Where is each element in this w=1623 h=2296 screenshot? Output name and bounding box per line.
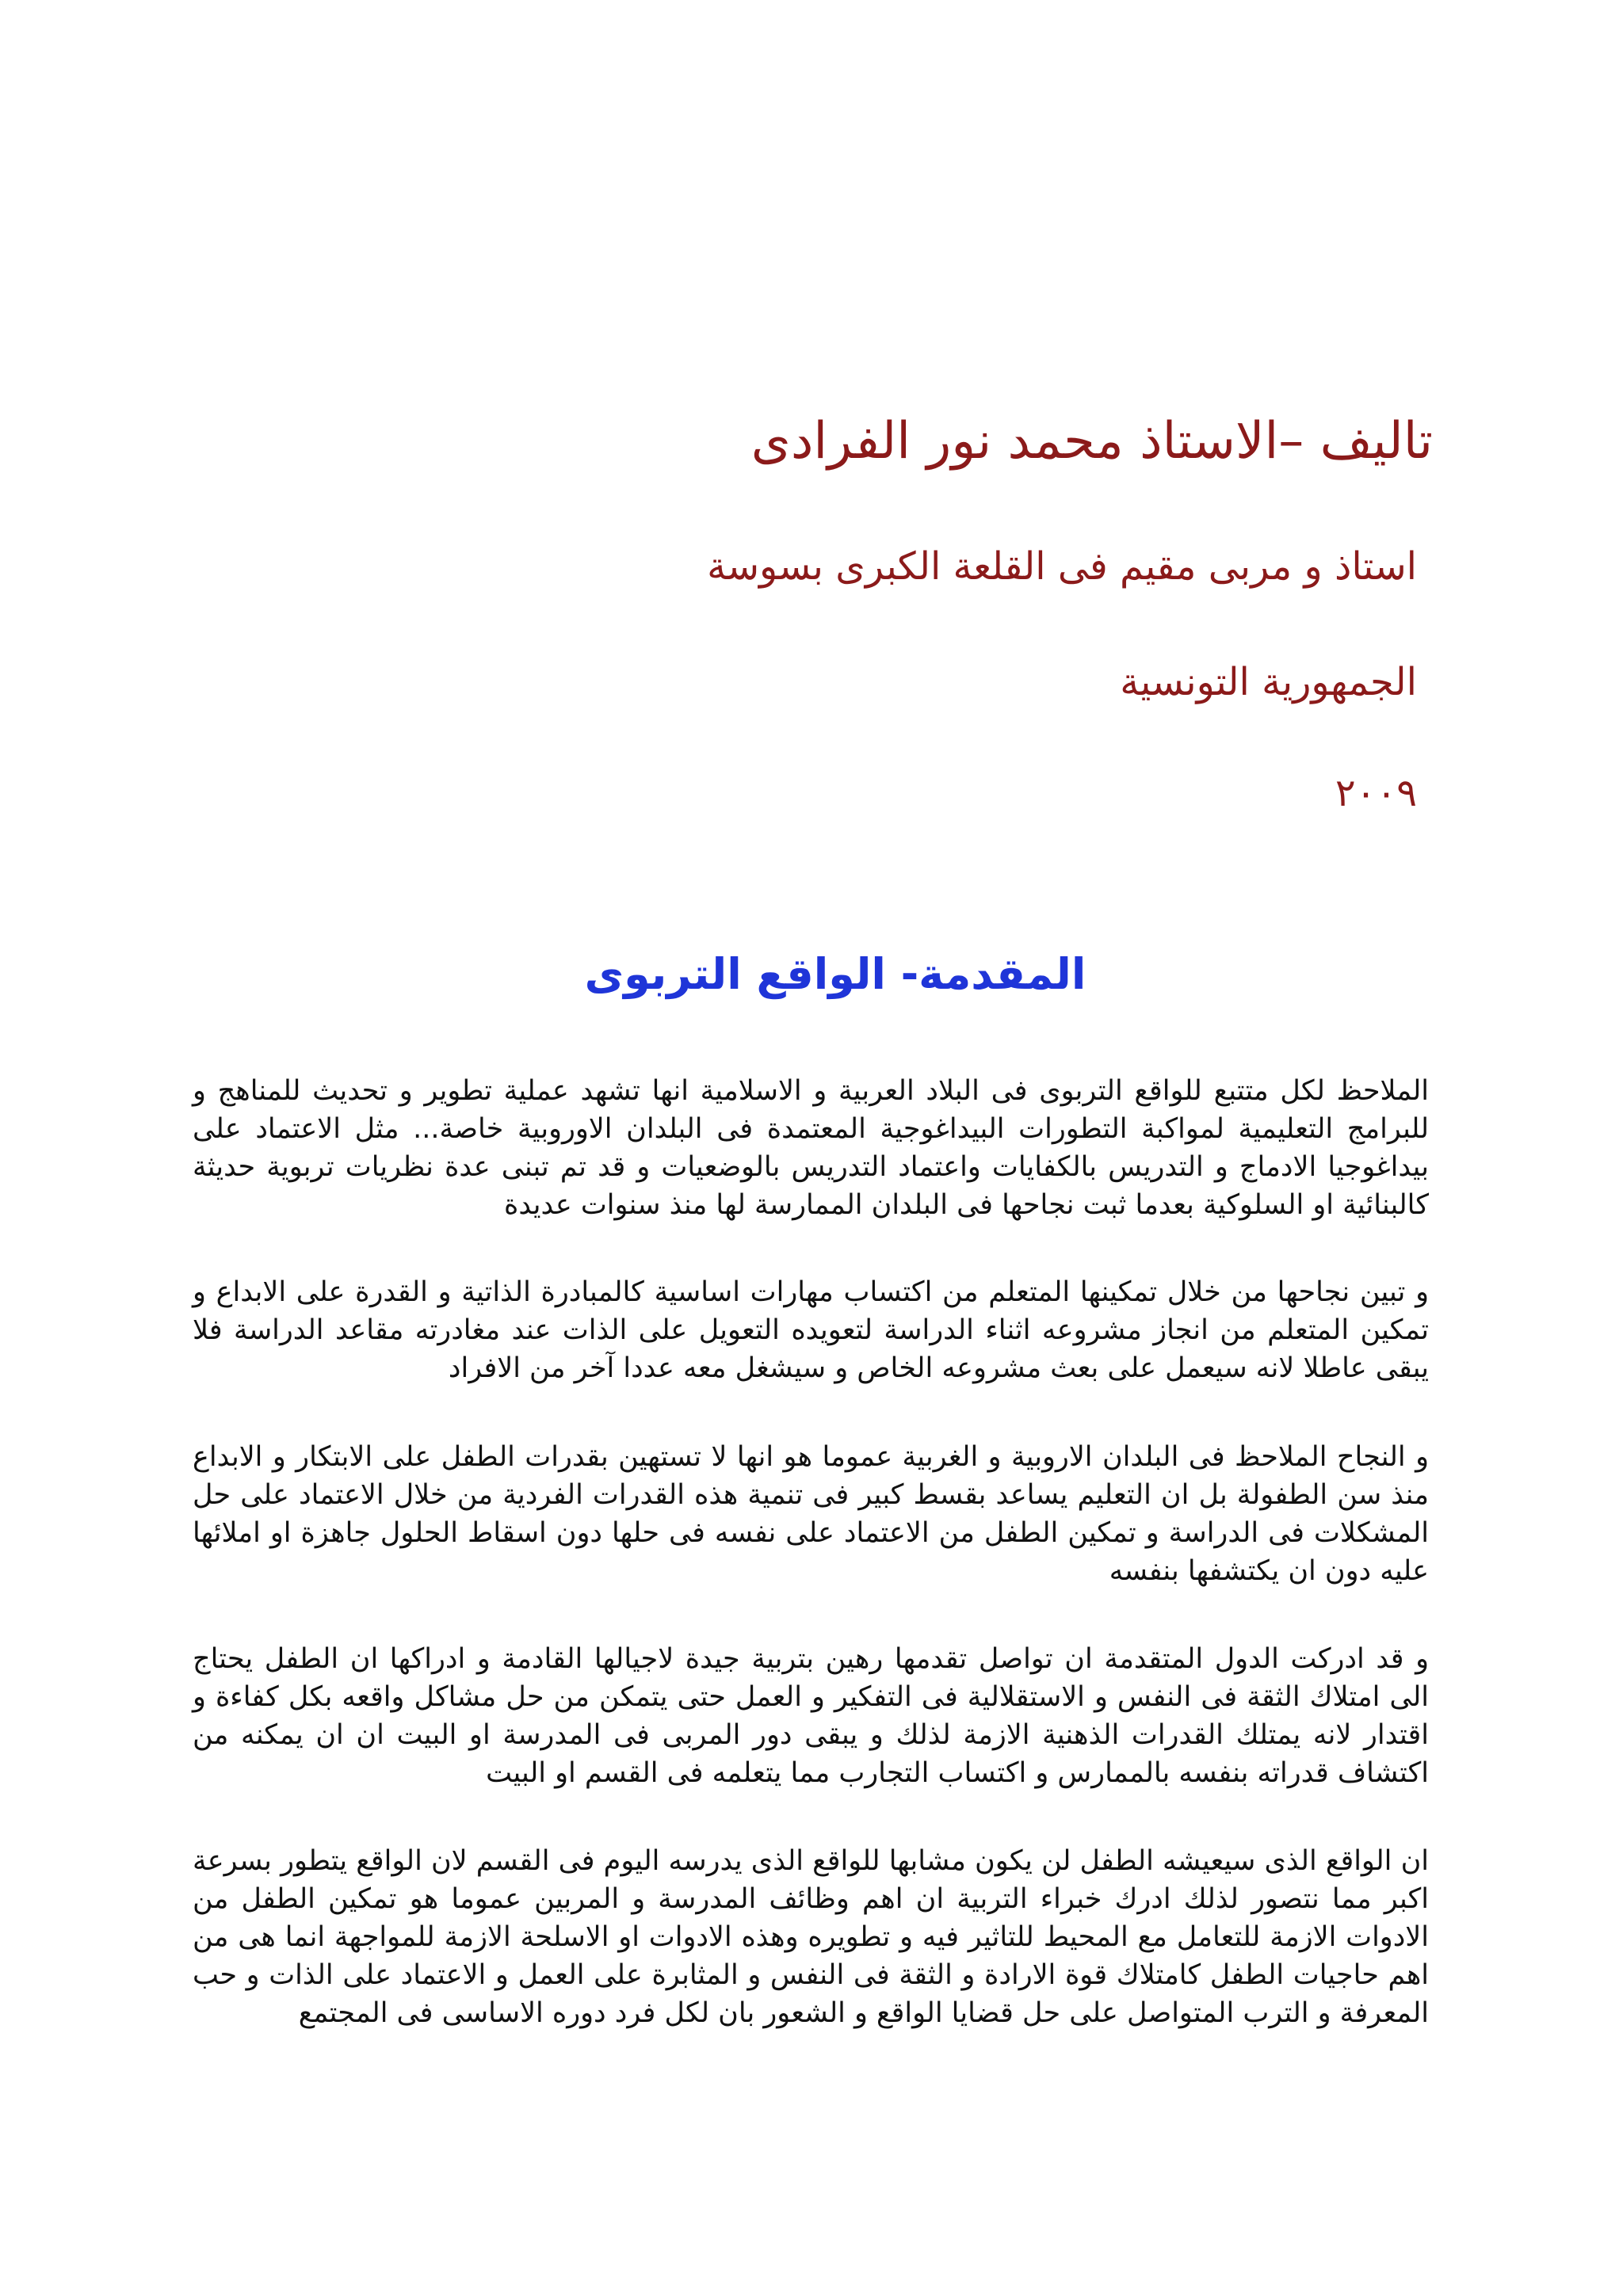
section-heading-text: المقدمة- الواقع التربوى <box>584 949 1086 999</box>
country-line: الجمهورية التونسية <box>1120 660 1417 704</box>
author-title: تاليف –الاستاذ محمد نور الفرادى <box>750 412 1433 471</box>
paragraph-advanced-nations: و قد ادركت الدول المتقدمة ان تواصل تقدمها رهين بتربية جيدة لاجيالها القادمة و ادراكها ان الطفل يحتاج الى امتلاك الثقة فى النفس و الاستقلالية فى التفكير و العمل حتى يتمكن من حل مشاكل واقعه بكل كفاءة و اقتدار لانه يمتلك القدرات الذهنية الازمة لذلك و يبقى دور المربى فى المدرسة او البيت ان ان يمكنه من اكتشاف قدراته بنفسه بالممارس و اكتساب التجارب مما يتعلمه فى القسم او البيت <box>193 1643 1429 1789</box>
paragraph-western-success: و النجاح الملاحظ فى البلدان الاروبية و الغربية عموما هو انها لا تستهين بقدرات الطفل على الابتكار و الابداع منذ سن الطفولة بل ان التعليم يساعد بقسط كبير فى تنمية هذه القدرات الفردية من خلال الاعتماد على حل المشكلات فى الدراسة و تمكين الطفل من الاعتماد على نفسه فى حلها دون اسقاط الحلول جاهزة او املائها عليه دون ان يكتشفها بنفسه <box>193 1441 1429 1587</box>
paragraph-intro: الملاحظ لكل متتبع للواقع التربوى فى البلاد العربية و الاسلامية انها تشهد عملية تطوير و تحديث للمناهج و للبرامج التعليمية لمواكبة التطورات البيداغوجية المعتمدة فى البلدان الاوروبية خاصة... مثل الاعتماد على بيداغوجيا الادماج و التدريس بالكفايات واعتماد التدريس بالوضعيات و قد تم تبنى عدة نظريات تربوية حديثة كالبنائية او السلوكية بعدما ثبت نجاحها فى البلدان الممارسة لها منذ سنوات عديدة <box>193 1075 1429 1221</box>
paragraph-future-reality: ان الواقع الذى سيعيشه الطفل لن يكون مشابها للواقع الذى يدرسه اليوم فى القسم لان الواقع يتطور بسرعة اكبر مما نتصور لذلك ادرك خبراء التربية ان اهم وظائف المدرسة و المربين عموما هو تمكين الطفل من الادوات الازمة للتعامل مع المحيط للتاثير فيه و تطويره وهذه الادوات او الاسلحة الازمة للمواجهة انما هى من اهم حاجيات الطفل كامتلاك قوة الارادة و الثقة فى النفس و المثابرة على العمل و الاعتماد على الذات و حب المعرفة و الترب المتواصل على حل قضايا الواقع و الشعور بان لكل فرد دوره الاساسى فى المجتمع <box>193 1845 1429 2029</box>
year-line: ٢٠٠٩ <box>1335 771 1417 815</box>
author-role: استاذ و مربى مقيم فى القلعة الكبرى بسوسة <box>707 544 1417 589</box>
paragraph-success: و تبين نجاحها من خلال تمكينها المتعلم من اكتساب مهارات اساسية كالمبادرة الذاتية و القدرة على الابداع و تمكين المتعلم من انجاز مشروعه اثناء الدراسة لتعويده التعويل على الذات عند مغادرته مقاعد الدراسة فلا يبقى عاطلا لانه سيعمل على بعث مشروعه الخاص و سيشغل معه عددا آخر من الافراد <box>193 1276 1429 1384</box>
section-heading <box>0 943 1623 1006</box>
